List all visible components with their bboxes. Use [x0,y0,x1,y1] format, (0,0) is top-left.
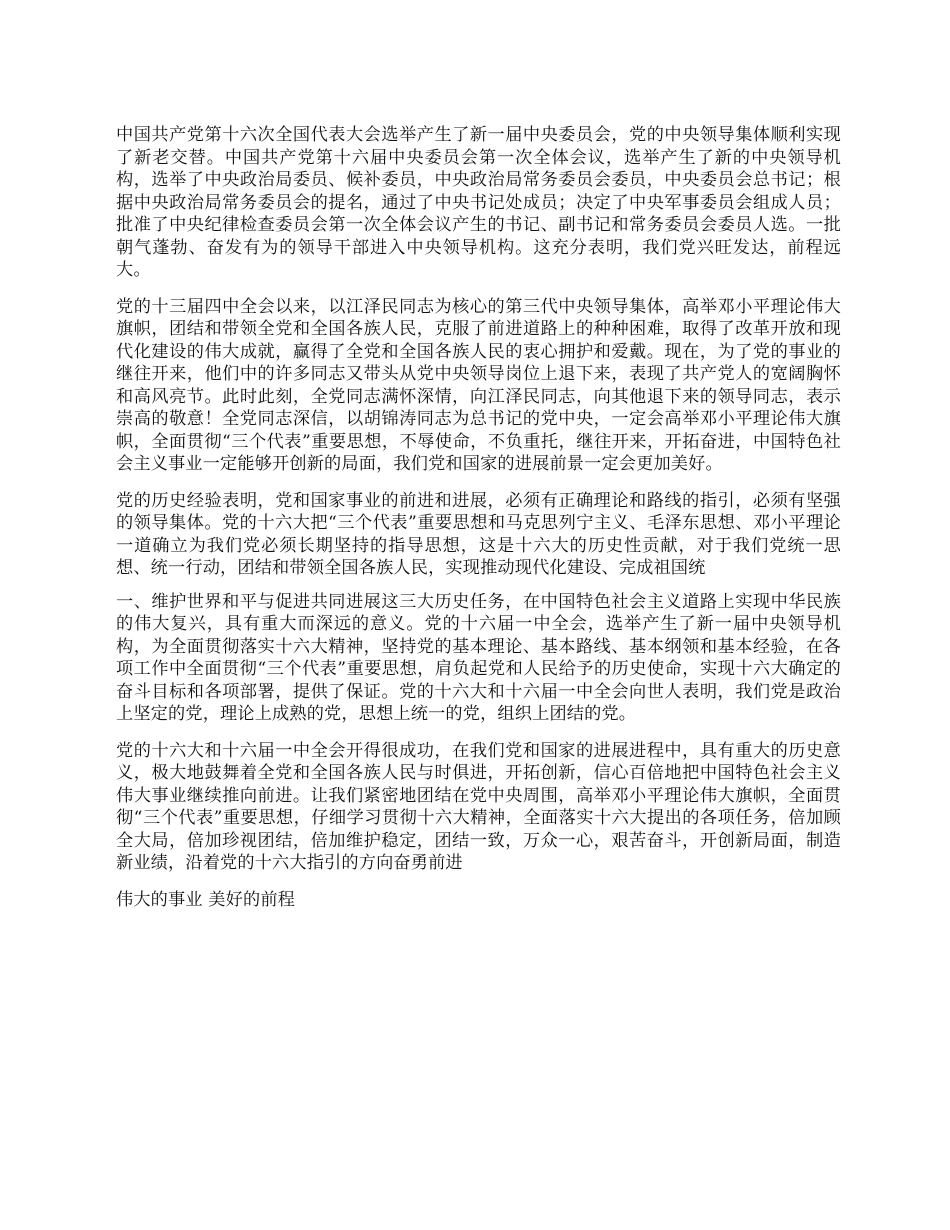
paragraph-2: 党的十三届四中全会以来，以江泽民同志为核心的第三代中央领导集体，高举邓小平理论伟大旗帜，团结和带领全党和全国各族人民，克服了前进道路上的种种困难，取得了改革开放和现代化建设的伟大成就，赢得了全党和全国各族人民的衷心拥护和爱戴。现在，为了党的事业的继往开来，他们中的许多同志又带头从党中央领导岗位上退下来，表现了共产党人的宽阔胸怀和高风亮节。此时此刻，全党同志满怀深情，向江泽民同志，向其他退下来的领导同志，表示崇高的敬意！全党同志深信，以胡锦涛同志为总书记的党中央，一定会高举邓小平理论伟大旗帜，全面贯彻“三个代表”重要思想，不辱使命，不负重托，继往开来，开拓奋进，中国特色社会主义事业一定能够开创新的局面，我们党和国家的进展前景一定会更加美好。 [116,296,841,474]
paragraph-4: 一、维护世界和平与促进共同进展这三大历史任务，在中国特色社会主义道路上实现中华民族的伟大复兴，具有重大而深远的意义。党的十六届一中全会，选举产生了新一届中央领导机构，为全面贯彻落实十六大精神，坚持党的基本理论、基本路线、基本纲领和基本经验，在各项工作中全面贯彻“三个代表”重要思想，肩负起党和人民给予的历史使命，实现十六大确定的奋斗目标和各项部署，提供了保证。党的十六大和十六届一中全会向世人表明，我们党是政治上坚定的党，理论上成熟的党，思想上统一的党，组织上团结的党。 [116,591,841,724]
paragraph-1: 中国共产党第十六次全国代表大会选举产生了新一届中央委员会，党的中央领导集体顺利实现了新老交替。中国共产党第十六届中央委员会第一次全体会议，选举产生了新的中央领导机构，选举了中央政治局委员、候补委员，中央政治局常务委员会委员，中央委员会总书记；根据中央政治局常务委员会的提名，通过了中央书记处成员；决定了中央军事委员会组成人员；批准了中央纪律检查委员会第一次全体会议产生的书记、副书记和常务委员会委员人选。一批朝气蓬勃、奋发有为的领导干部进入中央领导机构。这充分表明，我们党兴旺发达，前程远大。 [116,125,841,280]
paragraph-5: 党的十六大和十六届一中全会开得很成功，在我们党和国家的进展进程中，具有重大的历史意义，极大地鼓舞着全党和全国各族人民与时俱进，开拓创新，信心百倍地把中国特色社会主义伟大事业继续推向前进。让我们紧密地团结在党中央周围，高举邓小平理论伟大旗帜，全面贯彻“三个代表”重要思想，仔细学习贯彻十六大精神，全面落实十六大提出的各项任务，倍加顾全大局，倍加珍视团结，倍加维护稳定，团结一致，万众一心，艰苦奋斗，开创新局面，制造新业绩，沿着党的十六大指引的方向奋勇前进 [116,740,841,873]
document-body [116,124,841,911]
closing-line: 伟大的事业 美好的前程 [116,889,295,910]
paragraph-3: 党的历史经验表明，党和国家事业的前进和进展，必须有正确理论和路线的指引，必须有坚强的领导集体。党的十六大把“三个代表”重要思想和马克思列宁主义、毛泽东思想、邓小平理论一道确立为我们党必须长期坚持的指导思想，这是十六大的历史性贡献，对于我们党统一思想、统一行动，团结和带领全国各族人民，实现推动现代化建设、完成祖国统 [116,490,841,578]
